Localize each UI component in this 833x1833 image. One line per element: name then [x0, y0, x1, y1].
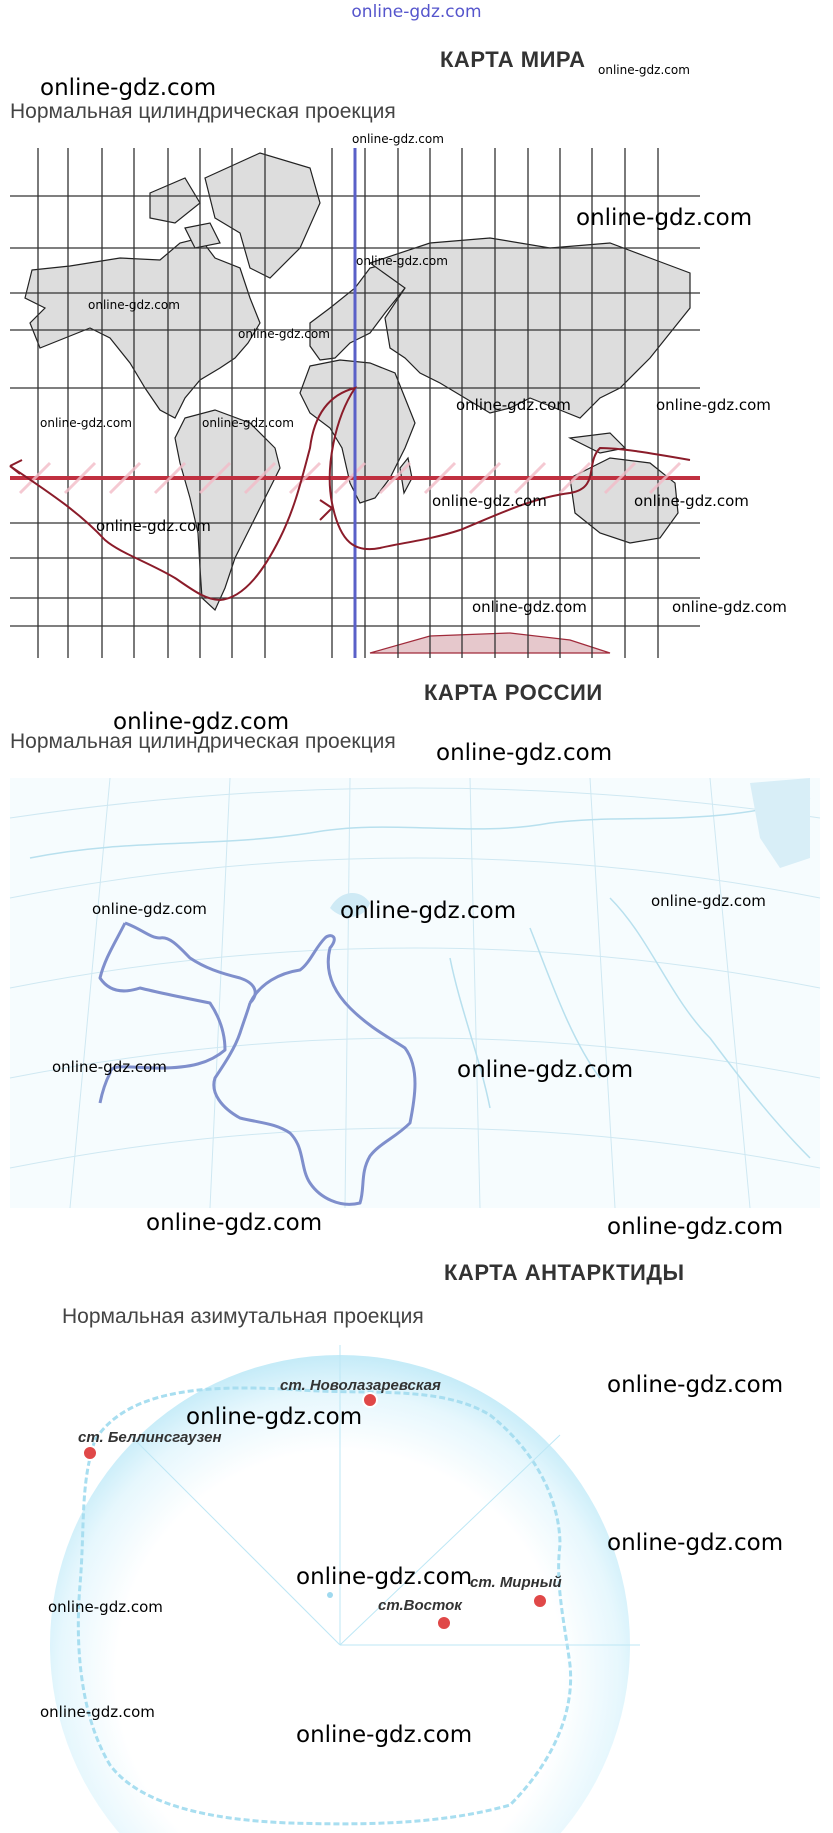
watermark: online-gdz.com — [296, 1564, 473, 1590]
russia-map-title: КАРТА РОССИИ — [424, 680, 603, 705]
world-map-projection: Нормальная цилиндрическая проекция — [10, 100, 396, 123]
watermark: online-gdz.com — [186, 1404, 363, 1430]
watermark: online-gdz.com — [352, 132, 444, 146]
svg-text:ст.Восток: ст.Восток — [378, 1597, 462, 1614]
watermark: online-gdz.com — [96, 517, 211, 535]
watermark: online-gdz.com — [607, 1214, 784, 1240]
watermark: online-gdz.com — [656, 396, 771, 414]
watermark: online-gdz.com — [432, 492, 547, 510]
russia-map — [10, 778, 820, 1208]
svg-text:ст. Новолазаревская: ст. Новолазаревская — [280, 1377, 441, 1394]
watermark: online-gdz.com — [48, 1598, 163, 1616]
watermark: online-gdz.com — [456, 396, 571, 414]
watermark: online-gdz.com — [472, 598, 587, 616]
watermark: online-gdz.com — [52, 1058, 167, 1076]
watermark: online-gdz.com — [598, 63, 690, 77]
watermark: online-gdz.com — [88, 298, 180, 312]
south-pole-dot — [327, 1592, 333, 1598]
watermark: online-gdz.com — [340, 898, 517, 924]
watermark: online-gdz.com — [651, 892, 766, 910]
watermark: online-gdz.com — [202, 416, 294, 430]
svg-text:ст. Мирный: ст. Мирный — [470, 1574, 562, 1591]
watermark: online-gdz.com — [296, 1722, 473, 1748]
watermark: online-gdz.com — [113, 709, 290, 735]
svg-text:ст. Беллинсгаузен: ст. Беллинсгаузен — [78, 1429, 222, 1446]
watermark: online-gdz.com — [40, 416, 132, 430]
watermark: online-gdz.com — [356, 254, 448, 268]
watermark: online-gdz.com — [40, 1703, 155, 1721]
watermark: online-gdz.com — [634, 492, 749, 510]
watermark: online-gdz.com — [607, 1372, 784, 1398]
antarctica-map-projection: Нормальная азимутальная проекция — [62, 1305, 424, 1328]
watermark: online-gdz.com — [146, 1210, 323, 1236]
watermark: online-gdz.com — [238, 327, 330, 341]
watermark: online-gdz.com — [672, 598, 787, 616]
antarctica-map-title: КАРТА АНТАРКТИДЫ — [444, 1260, 685, 1285]
watermark: online-gdz.com — [607, 1530, 784, 1556]
watermark: online-gdz.com — [457, 1057, 634, 1083]
watermark: online-gdz.com — [92, 900, 207, 918]
watermark: online-gdz.com — [436, 740, 613, 766]
russia-map-projection: Нормальная цилиндрическая проекция — [10, 730, 396, 753]
watermark: online-gdz.com — [576, 205, 753, 231]
watermark: online-gdz.com — [40, 75, 217, 101]
world-map-title: КАРТА МИРА — [440, 47, 586, 72]
header-link[interactable]: online-gdz.com — [351, 2, 482, 22]
